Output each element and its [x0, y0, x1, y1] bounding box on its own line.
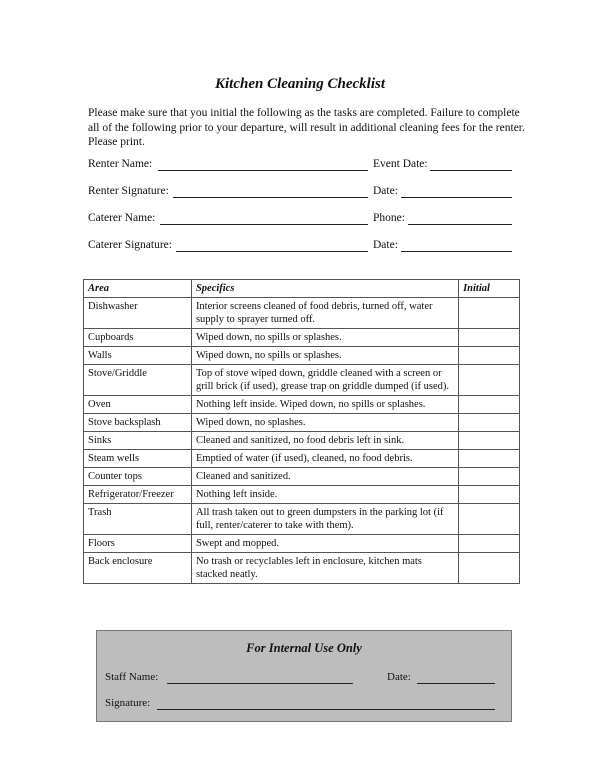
specifics-cell: Emptied of water (if used), cleaned, no food debris.	[191, 450, 458, 468]
initial-cell[interactable]	[459, 432, 520, 450]
renter-date-field[interactable]	[401, 197, 512, 198]
header-area: Area	[84, 280, 192, 298]
table-row	[84, 504, 520, 535]
caterer-name-row	[88, 212, 518, 228]
renter-date-label: Date:	[373, 185, 398, 197]
specifics-cell: Top of stove wiped down, griddle cleaned with a screen or grill brick (if used), grease trap on griddle dumped (if used).	[191, 365, 458, 396]
event-date-field[interactable]	[430, 170, 512, 171]
table-row	[84, 298, 520, 329]
initial-cell[interactable]	[459, 396, 520, 414]
specifics-cell: Swept and mopped.	[191, 535, 458, 553]
initial-cell[interactable]	[459, 414, 520, 432]
initial-cell[interactable]	[459, 468, 520, 486]
table-row	[84, 414, 520, 432]
area-cell: Back enclosure	[84, 553, 192, 584]
specifics-cell: No trash or recyclables left in enclosure, kitchen mats stacked neatly.	[191, 553, 458, 584]
caterer-signature-label: Caterer Signature:	[88, 239, 172, 251]
initial-cell[interactable]	[459, 504, 520, 535]
area-cell: Walls	[84, 347, 192, 365]
table-row	[84, 396, 520, 414]
specifics-cell: Cleaned and sanitized, no food debris left in sink.	[191, 432, 458, 450]
initial-cell[interactable]	[459, 347, 520, 365]
specifics-cell: Nothing left inside.	[191, 486, 458, 504]
table-row	[84, 347, 520, 365]
table-row	[84, 553, 520, 584]
staff-signature-field[interactable]	[157, 709, 495, 710]
initial-cell[interactable]	[459, 486, 520, 504]
table-row	[84, 535, 520, 553]
table-header-row	[84, 280, 520, 298]
internal-use-box	[96, 630, 512, 722]
initial-cell[interactable]	[459, 450, 520, 468]
area-cell: Stove backsplash	[84, 414, 192, 432]
area-cell: Counter tops	[84, 468, 192, 486]
page-title: Kitchen Cleaning Checklist	[214, 76, 386, 92]
area-cell: Steam wells	[84, 450, 192, 468]
header-specifics: Specifics	[191, 280, 458, 298]
area-cell: Cupboards	[84, 329, 192, 347]
specifics-cell: Cleaned and sanitized.	[191, 468, 458, 486]
table-row	[84, 329, 520, 347]
staff-signature-label: Signature:	[105, 697, 151, 709]
table-row	[84, 486, 520, 504]
staff-name-row	[105, 671, 505, 687]
specifics-cell: Wiped down, no spills or splashes.	[191, 347, 458, 365]
table-row	[84, 468, 520, 486]
specifics-cell: All trash taken out to green dumpsters in the parking lot (if full, renter/caterer to take with them).	[191, 504, 458, 535]
table-row	[84, 432, 520, 450]
initial-cell[interactable]	[459, 553, 520, 584]
renter-signature-row	[88, 185, 518, 201]
area-cell: Trash	[84, 504, 192, 535]
table-row	[84, 450, 520, 468]
staff-date-label: Date:	[387, 671, 411, 683]
caterer-signature-row	[88, 239, 518, 255]
staff-date-field[interactable]	[417, 683, 495, 684]
initial-cell[interactable]	[459, 365, 520, 396]
renter-signature-label: Renter Signature:	[88, 185, 169, 197]
specifics-cell: Wiped down, no splashes.	[191, 414, 458, 432]
area-cell: Stove/Griddle	[84, 365, 192, 396]
renter-name-field[interactable]	[158, 170, 368, 171]
area-cell: Dishwasher	[84, 298, 192, 329]
internal-use-title: For Internal Use Only	[246, 641, 362, 655]
initial-cell[interactable]	[459, 298, 520, 329]
area-cell: Refrigerator/Freezer	[84, 486, 192, 504]
phone-label: Phone:	[373, 212, 405, 224]
header-initial: Initial	[459, 280, 520, 298]
staff-signature-row	[105, 697, 505, 713]
renter-signature-field[interactable]	[173, 197, 368, 198]
specifics-cell: Interior screens cleaned of food debris, turned off, water supply to sprayer turned off.	[191, 298, 458, 329]
renter-name-row	[88, 158, 518, 174]
phone-field[interactable]	[408, 224, 512, 225]
specifics-cell: Wiped down, no spills or splashes.	[191, 329, 458, 347]
area-cell: Sinks	[84, 432, 192, 450]
caterer-name-field[interactable]	[160, 224, 368, 225]
caterer-date-field[interactable]	[401, 251, 512, 252]
staff-name-field[interactable]	[167, 683, 353, 684]
initial-cell[interactable]	[459, 329, 520, 347]
caterer-date-label: Date:	[373, 239, 398, 251]
cleaning-task-table	[83, 279, 520, 584]
area-cell: Oven	[84, 396, 192, 414]
renter-name-label: Renter Name:	[88, 158, 153, 170]
intro-paragraph: Please make sure that you initial the following as the tasks are completed. Failure to complete all of the following prior to your departure, will result in additional cleaning fees for the renter. Please print.	[88, 107, 525, 148]
table-row	[84, 365, 520, 396]
specifics-cell: Nothing left inside. Wiped down, no spills or splashes.	[191, 396, 458, 414]
staff-name-label: Staff Name:	[105, 671, 159, 683]
area-cell: Floors	[84, 535, 192, 553]
caterer-signature-field[interactable]	[176, 251, 368, 252]
caterer-name-label: Caterer Name:	[88, 212, 156, 224]
initial-cell[interactable]	[459, 535, 520, 553]
event-date-label: Event Date:	[373, 158, 428, 170]
